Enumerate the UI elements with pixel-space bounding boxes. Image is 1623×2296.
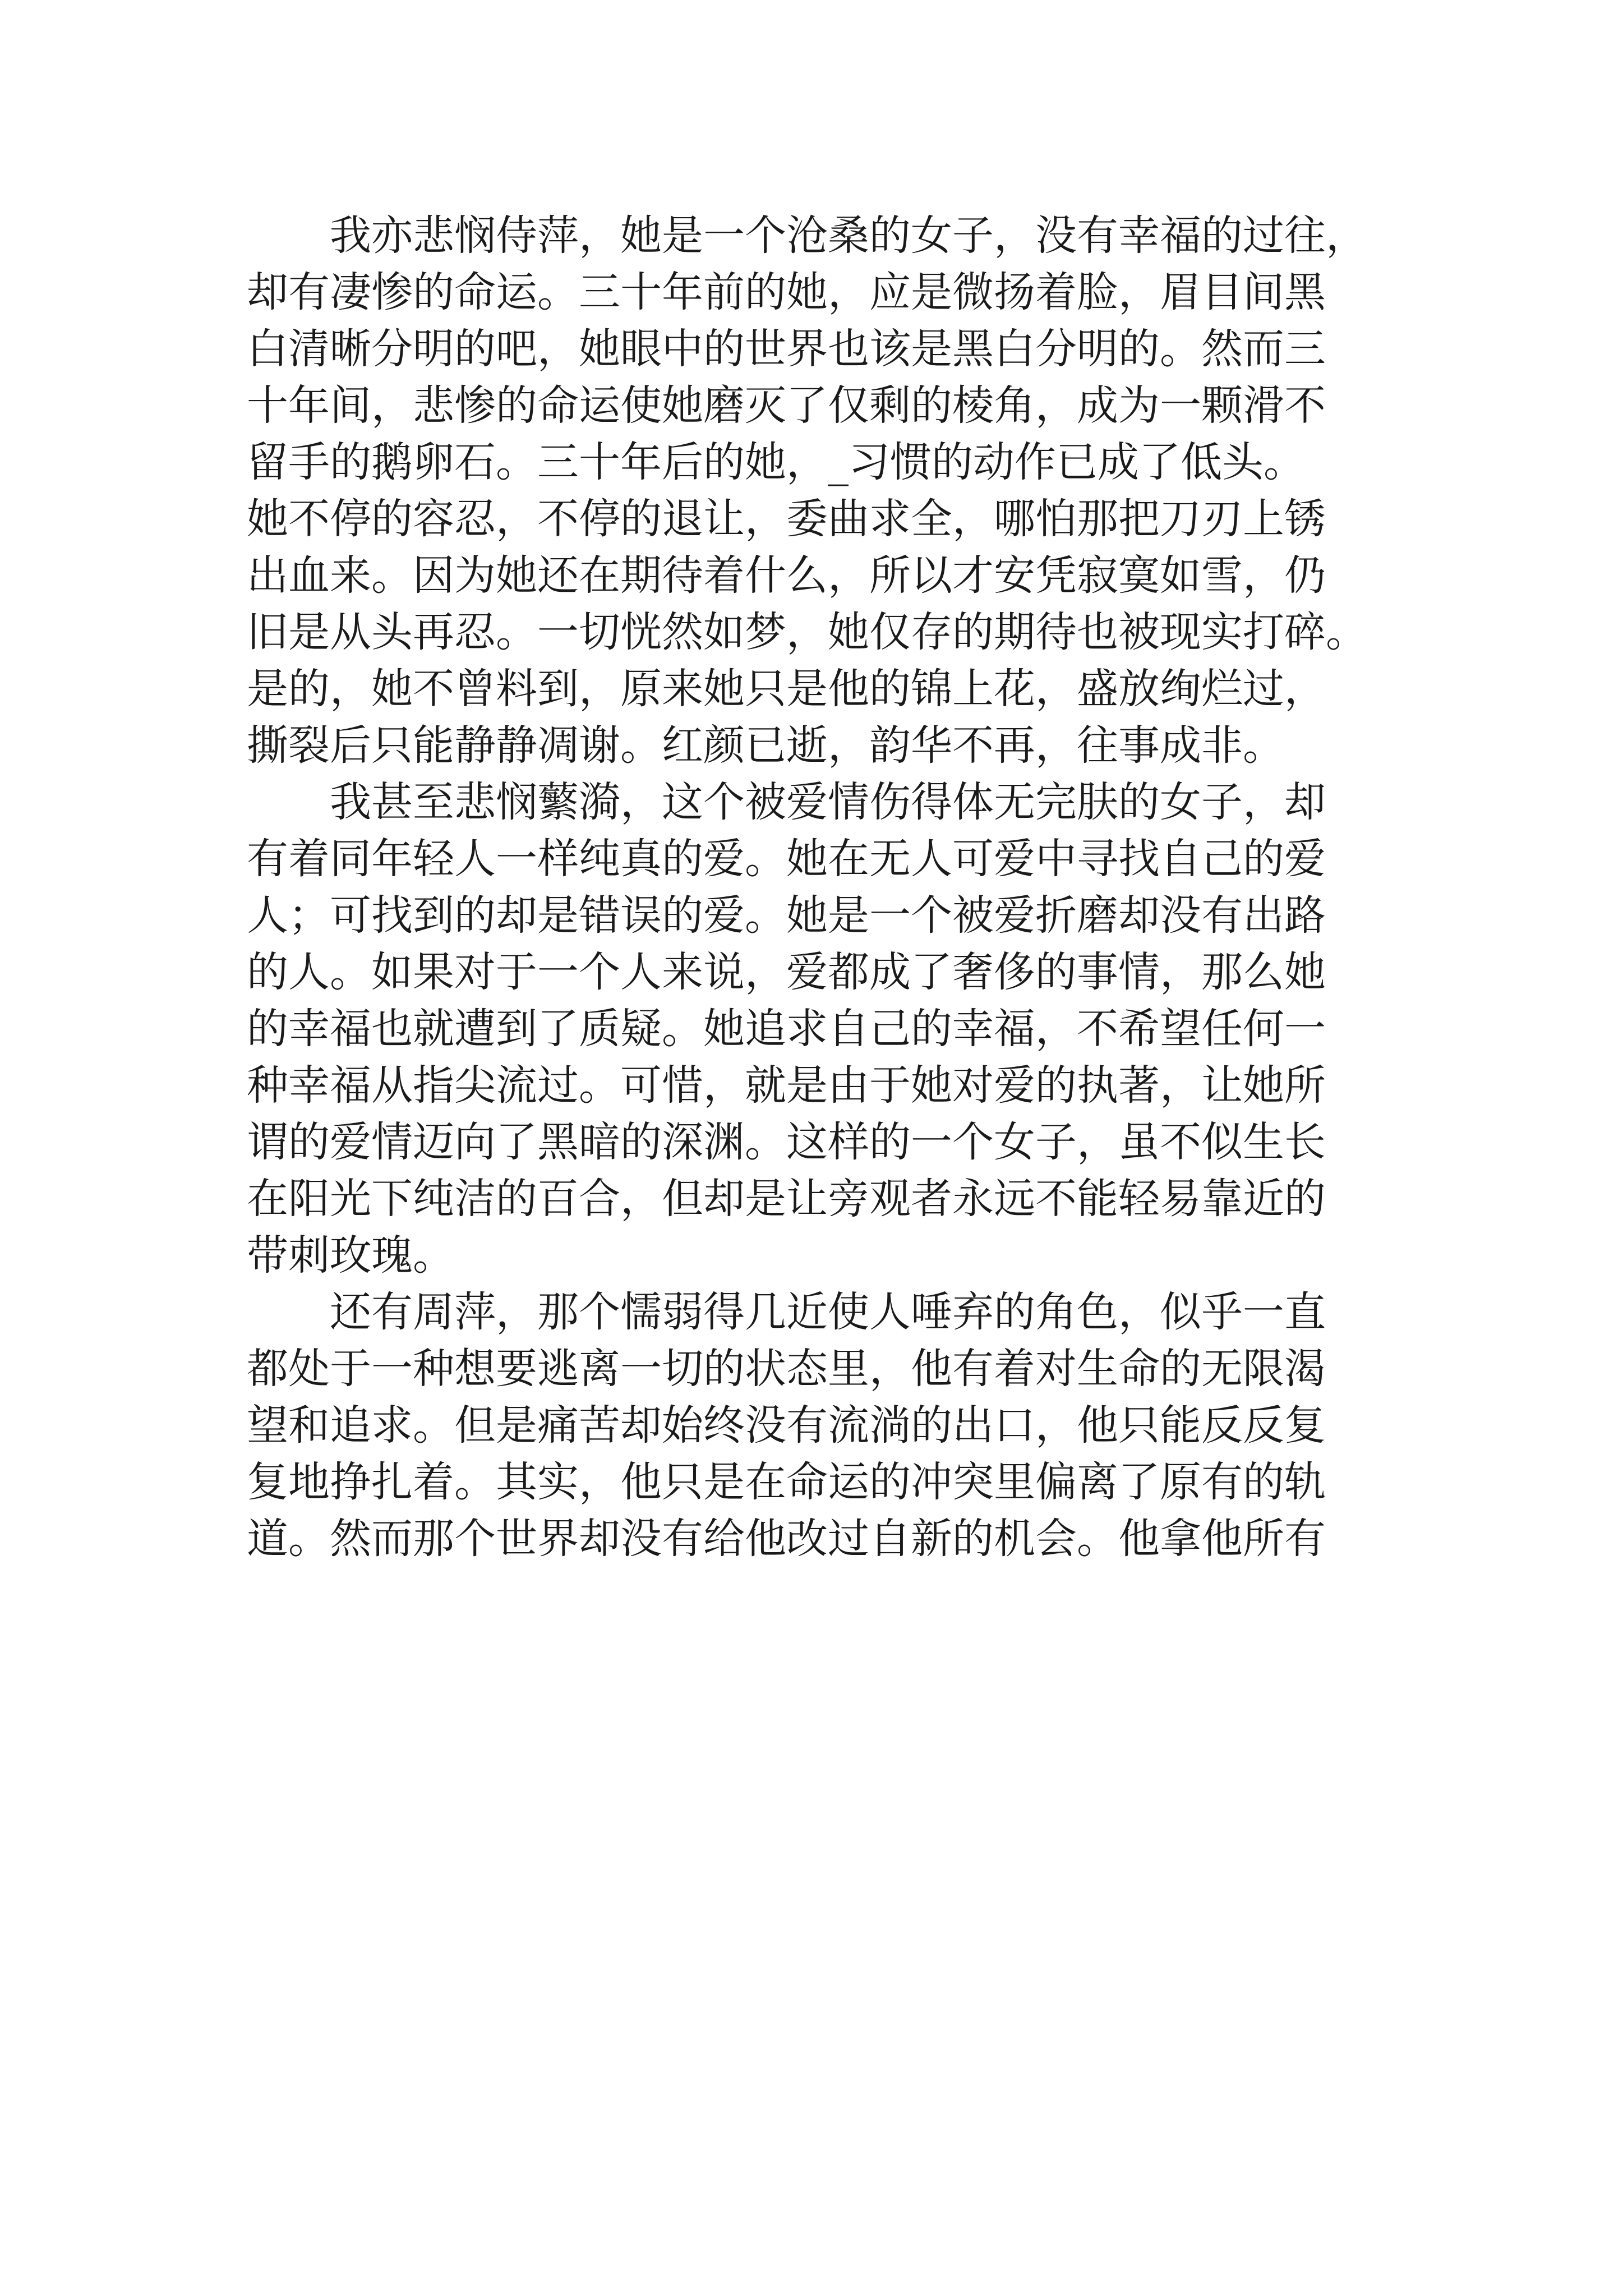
text-line: 在阳光下纯洁的百合，但却是让旁观者永远不能轻易靠近的	[247, 1175, 1326, 1223]
text-line: 有着同年轻人一样纯真的爱。她在无人可爱中寻找自己的爱	[247, 835, 1326, 883]
text-line: 望和追求。但是痛苦却始终没有流淌的出口，他只能反反复	[247, 1401, 1326, 1450]
paragraph	[247, 1284, 1402, 1567]
text-line: 出血来。因为她还在期待着什么，所以才安凭寂寞如雪，仍	[247, 551, 1326, 600]
body-text	[247, 208, 1402, 1567]
paragraph	[247, 208, 1402, 774]
text-line: 留手的鹅卵石。三十年后的她，_习惯的动作已成了低头。	[247, 438, 1305, 486]
text-line: 十年间，悲惨的命运使她磨灭了仅剩的棱角，成为一颗滑不	[247, 381, 1326, 430]
text-line: 我甚至悲悯蘩漪，这个被爱情伤得体无完肤的女子，却	[247, 778, 1326, 826]
text-line: 种幸福从指尖流过。可惜，就是由于她对爱的执著，让她所	[247, 1061, 1326, 1110]
paragraph	[247, 774, 1402, 1284]
text-line: 白清晰分明的吧，她眼中的世界也该是黑白分明的。然而三	[247, 325, 1326, 373]
text-line: 还有周萍，那个懦弱得几近使人唾弃的角色，似乎一直	[247, 1288, 1326, 1336]
text-line: 我亦悲悯侍萍，她是一个沧桑的女子，没有幸福的过往，	[247, 211, 1367, 260]
text-line: 旧是从头再忍。一切恍然如梦，她仅存的期待也被现实打碎。	[247, 608, 1367, 656]
text-line: 却有凄惨的命运。三十年前的她，应是微扬着脸，眉目间黑	[247, 268, 1326, 316]
text-line: 是的，她不曾料到，原来她只是他的锦上花，盛放绚烂过，	[247, 665, 1326, 713]
text-line: 人；可找到的却是错误的爱。她是一个被爱折磨却没有出路	[247, 891, 1326, 940]
text-line: 撕裂后只能静静凋谢。红颜已逝，韵华不再，往事成非。	[247, 721, 1284, 770]
text-line: 的幸福也就遭到了质疑。她追求自己的幸福，不希望任何一	[247, 1005, 1326, 1053]
text-line: 的人。如果对于一个人来说，爱都成了奢侈的事情，那么她	[247, 948, 1326, 996]
text-line: 道。然而那个世界却没有给他改过自新的机会。他拿他所有	[247, 1515, 1326, 1563]
text-line: 都处于一种想要逃离一切的状态里，他有着对生命的无限渴	[247, 1345, 1326, 1393]
text-line: 带刺玫瑰。	[247, 1231, 454, 1280]
text-line: 她不停的容忍，不停的退让，委曲求全，哪怕那把刀刃上锈	[247, 495, 1326, 543]
text-line: 谓的爱情迈向了黑暗的深渊。这样的一个女子，虽不似生长	[247, 1118, 1326, 1166]
text-line: 复地挣扎着。其实，他只是在命运的冲突里偏离了原有的轨	[247, 1458, 1326, 1506]
